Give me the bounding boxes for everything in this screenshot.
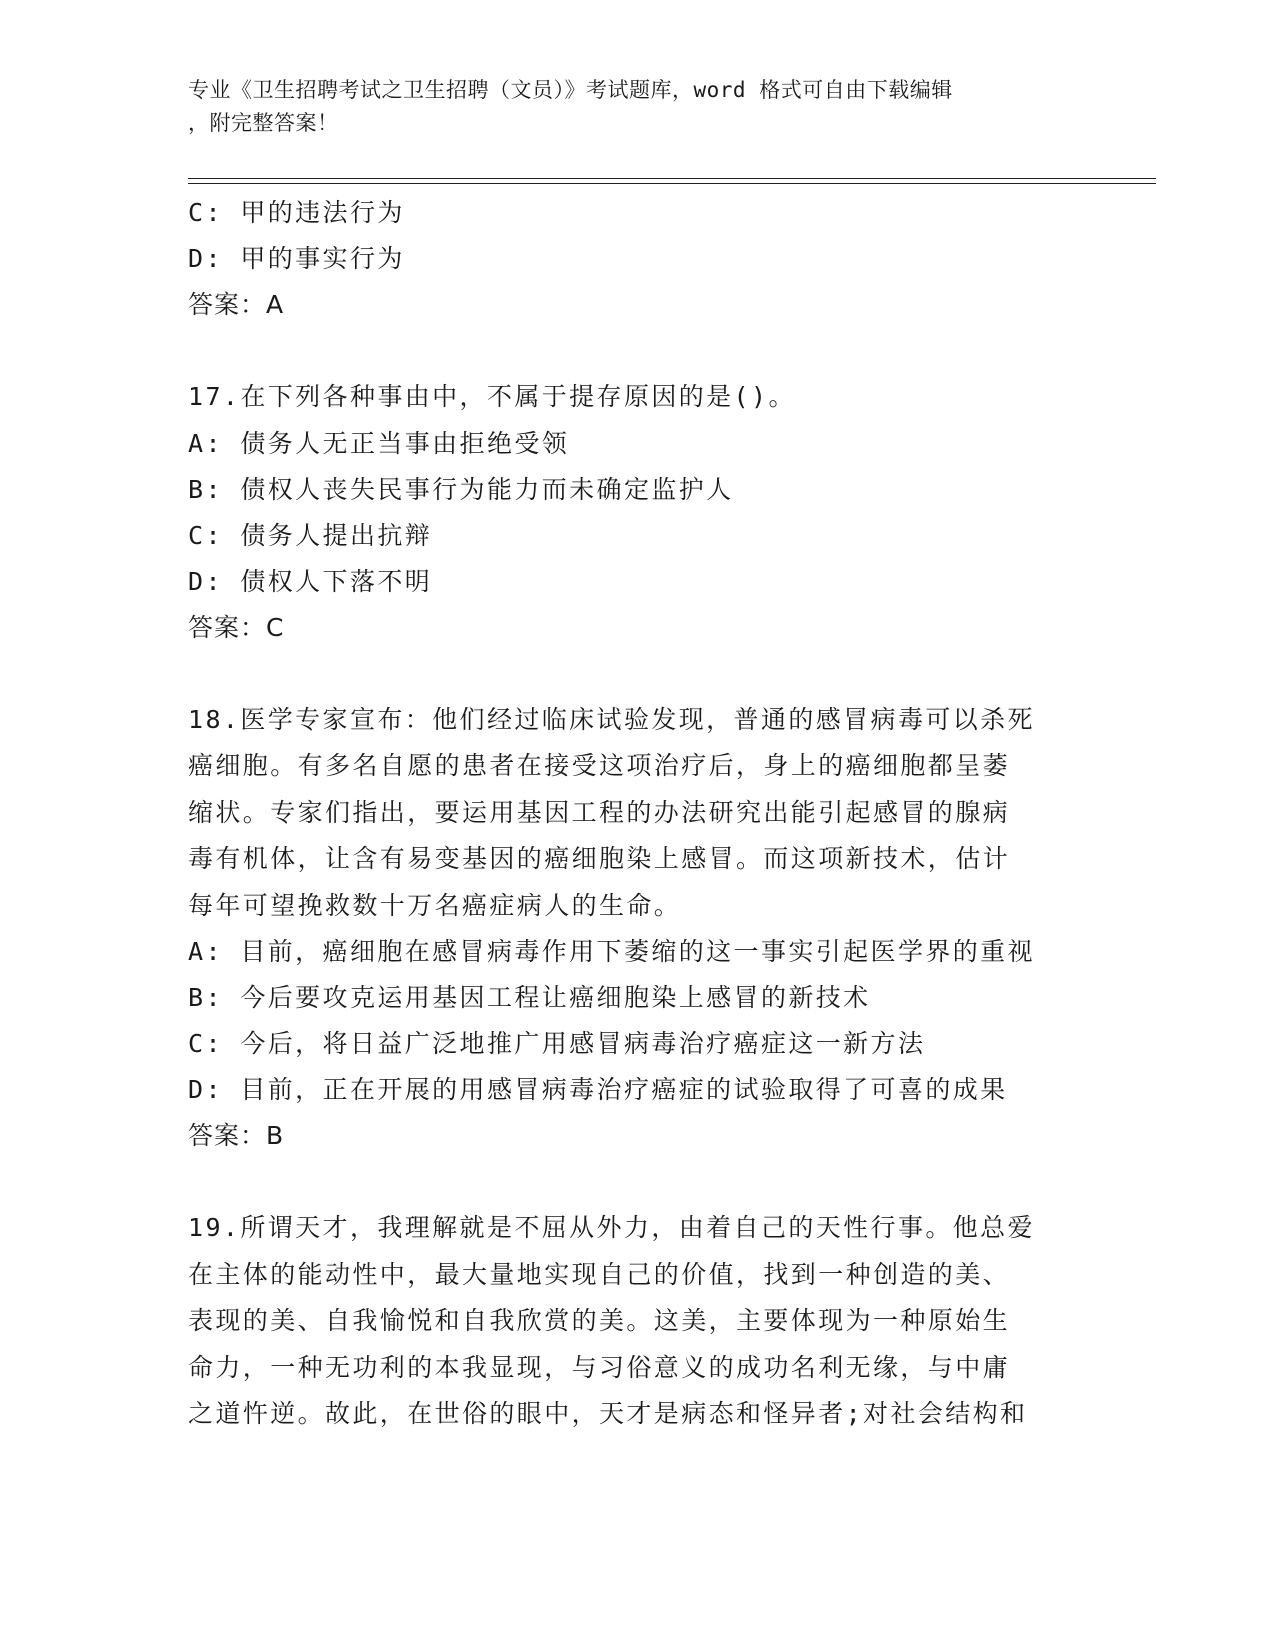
answer-line: 答案：A — [188, 290, 285, 319]
question-stem — [188, 374, 1088, 421]
option-c: C: 甲的违法行为 — [188, 198, 405, 227]
stem-line: 17.在下列各种事由中，不属于提存原因的是()。 — [188, 382, 796, 411]
stem-line: 每年可望挽救数十万名癌症病人的生命。 — [188, 890, 682, 920]
header-rule-top — [188, 178, 1156, 179]
document-body — [188, 190, 1088, 1438]
stem-line: 癌细胞。有多名自愿的患者在接受这项治疗后，身上的癌细胞都呈萎 — [188, 751, 1011, 780]
question-stem — [188, 697, 1088, 930]
stem-line: 18.医学专家宣布：他们经过临床试验发现，普通的感冒病毒可以杀死 — [188, 704, 1035, 734]
header-line-1: 专业《卫生招聘考试之卫生招聘（文员）》考试题库，word 格式可自由下载编辑 — [188, 78, 953, 102]
option-c: C: 今后，将日益广泛地推广用感冒病毒治疗癌症这一新方法 — [188, 1029, 926, 1058]
stem-line: 在主体的能动性中，最大量地实现自己的价值，找到一种创造的美、 — [188, 1259, 1011, 1289]
page-header — [188, 74, 1088, 140]
stem-line: 毒有机体，让含有易变基因的癌细胞染上感冒。而这项新技术，估计 — [188, 844, 1011, 873]
question-16-tail — [188, 190, 1088, 328]
stem-line: 之道忤逆。故此，在世俗的眼中，天才是病态和怪异者;对社会结构和 — [188, 1399, 1028, 1428]
spacer — [188, 651, 1088, 697]
spacer — [188, 328, 1088, 374]
stem-line: 19.所谓天才，我理解就是不屈从外力，由着自己的天性行事。他总爱 — [188, 1213, 1035, 1242]
option-d: D: 目前，正在开展的用感冒病毒治疗癌症的试验取得了可喜的成果 — [188, 1075, 1008, 1104]
option-c: C: 债务人提出抗辩 — [188, 520, 433, 550]
header-line-2: ，附完整答案！ — [188, 111, 339, 135]
stem-line: 命力，一种无功利的本我显现，与习俗意义的成功名利无缘，与中庸 — [188, 1352, 1011, 1382]
question-19 — [188, 1205, 1088, 1438]
option-d: D: 甲的事实行为 — [188, 244, 405, 273]
question-18 — [188, 697, 1088, 1160]
option-a: A: 目前，癌细胞在感冒病毒作用下萎缩的这一事实引起医学界的重视 — [188, 937, 1035, 966]
question-17 — [188, 374, 1088, 651]
option-b: B: 债权人丧失民事行为能力而未确定监护人 — [188, 474, 734, 504]
header-rule-bottom — [188, 183, 1156, 184]
option-a: A: 债务人无正当事由拒绝受领 — [188, 428, 570, 458]
stem-line: 缩状。专家们指出，要运用基因工程的办法研究出能引起感冒的腺病 — [188, 797, 1011, 827]
option-b: B: 今后要攻克运用基因工程让癌细胞染上感冒的新技术 — [188, 983, 871, 1012]
answer-line: 答案：B — [188, 1121, 285, 1150]
answer-line: 答案：C — [188, 612, 285, 642]
spacer — [188, 1159, 1088, 1205]
question-stem — [188, 1205, 1088, 1438]
stem-line: 表现的美、自我愉悦和自我欣赏的美。这美，主要体现为一种原始生 — [188, 1306, 1011, 1335]
option-d: D: 债权人下落不明 — [188, 566, 433, 596]
